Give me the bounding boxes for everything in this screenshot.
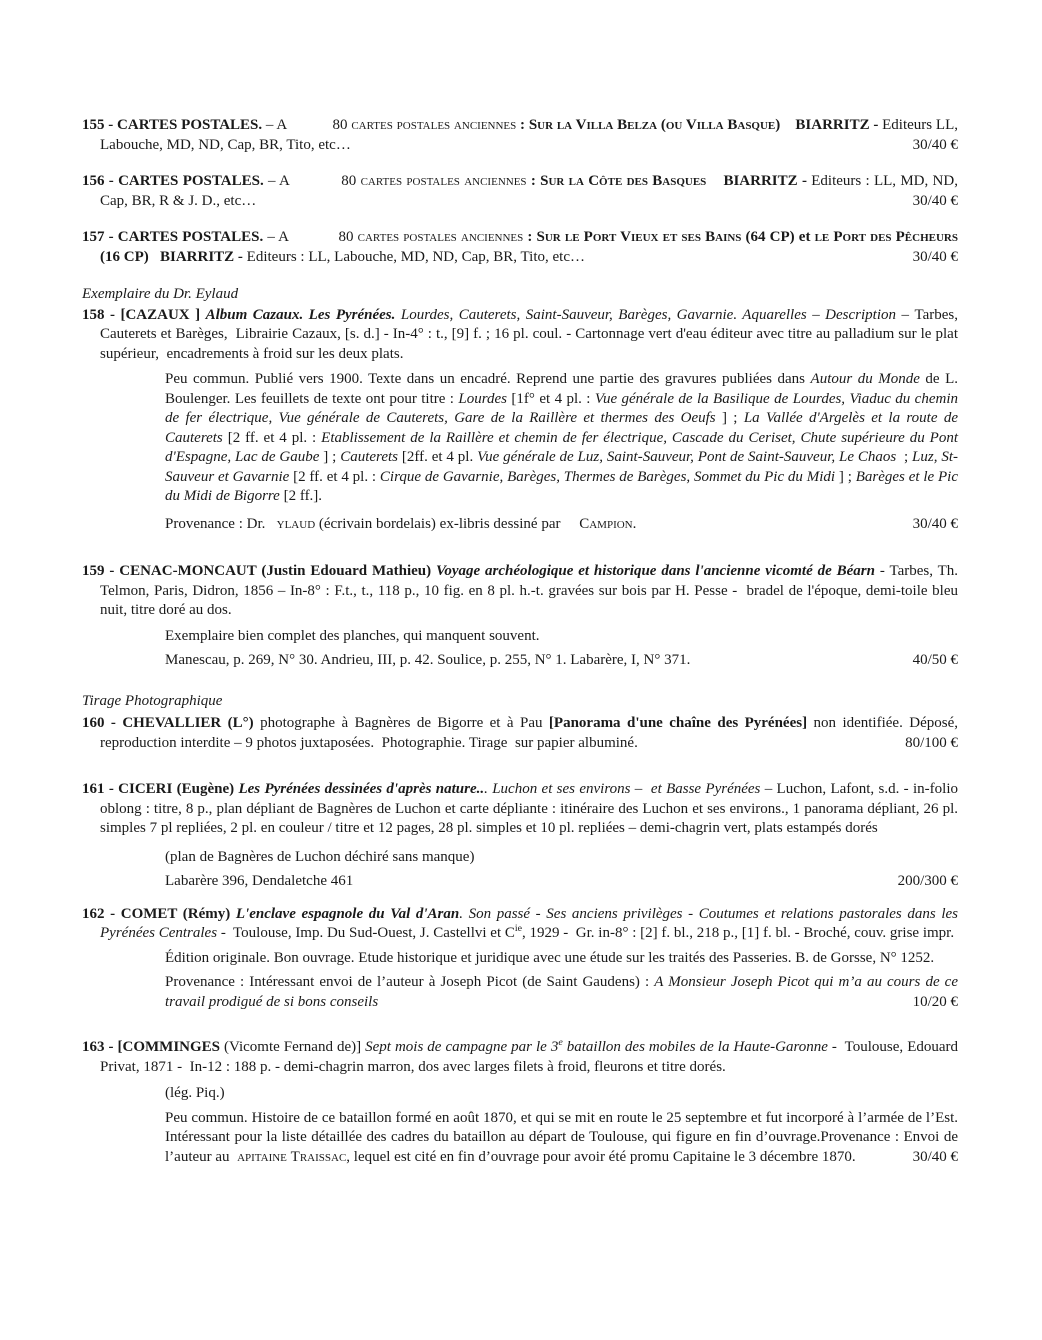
text-run: Tirage Photographique <box>82 692 223 709</box>
text-run: . <box>632 515 637 532</box>
text-run: Lourdes, Cauterets, Saint-Sauveur, Barèges, Gavarnie. Aquarelles – Description – <box>400 306 915 323</box>
price-estimate: 30/40 € <box>912 136 958 153</box>
text-run: Cauterets <box>340 449 398 465</box>
text-run: [1f° et 4 pl. : <box>507 390 595 407</box>
text-run: [2 ff. et 4 pl. : <box>289 468 380 485</box>
text-run: – A 80 <box>263 173 361 189</box>
text-run: 159 - CENAC-MONCAUT (Justin Edouard Mathieu) <box>82 563 436 579</box>
text-run: Vue générale de la Basilique de Lourdes, Viaduc du chemin de fer électrique, Vue générale de Cauterets, Gare de la Raillère et thermes des Oeufs <box>165 390 958 426</box>
text-run: ] ; <box>715 410 744 426</box>
text-run: . Son passé - Ses anciens privilèges - Coutumes et relations pastorales dans les Pyrénées Centrales <box>100 905 958 941</box>
price-estimate: 30/40 € <box>912 192 958 209</box>
text-run: . Luchon et ses environs – et Basse Pyrénées <box>484 781 761 797</box>
text-run: cartes postales anciennes <box>351 117 517 133</box>
item-160 <box>82 714 958 753</box>
text-run: Manescau, p. 269, N° 30. Andrieu, III, p. 42. Soulice, p. 255, N° 1. Labarère, I, N° 371. <box>165 652 691 668</box>
item-155 <box>82 116 958 155</box>
text-run: de L. Boulenger. Les feuillets de texte ont pour titre : <box>165 371 958 407</box>
text-run: ] ; <box>835 468 856 485</box>
text-run: cartes postales anciennes <box>360 173 527 189</box>
text-run: Lourdes <box>458 390 508 407</box>
text-run: Exemplaire bien complet des planches, qui manquent souvent. <box>165 627 540 644</box>
text-run: [Panorama d'une chaîne des Pyrénées] <box>548 715 808 731</box>
price-estimate: 80/100 € <box>905 734 958 751</box>
text-run: (lég. Piq.) <box>165 1085 225 1101</box>
text-run: Autour du Monde <box>810 371 920 387</box>
text-run: Traissac <box>290 1148 347 1165</box>
price-estimate: 30/40 € <box>912 1148 958 1165</box>
price-estimate: 200/300 € <box>897 873 958 889</box>
text-run: le Port des Pêcheurs <box>814 229 958 245</box>
text-run: e <box>558 1037 563 1048</box>
text-run: photographe à Bagnères de Bigorre et à Pau <box>260 715 549 731</box>
text-run: Editeurs : LL, Labouche, MD, ND, Cap, BR, Tito, etc… <box>246 248 585 265</box>
text-run: Editeurs : LL, MD, ND, Cap, BR, R & J. D., etc… <box>100 173 958 209</box>
item-161-note <box>165 848 958 868</box>
text-run: Labarère 396, Dendaletche 461 <box>165 873 354 889</box>
text-run: 156 - CARTES POSTALES. <box>82 173 264 189</box>
price-estimate: 30/40 € <box>912 515 958 532</box>
text-run: - Tarbes, Th. Telmon, Paris, Didron, 1856 – In-8° : F.t., t., 118 p., 10 fig. en 8 pl. h.-t. gravées sur bois par H. Pesse - bradel de l'époque, demi-toile bleu nuit, titre doré au dos. <box>100 563 958 618</box>
item-162 <box>82 905 958 944</box>
text-run: Les Pyrénées dessinées d'après nature.. <box>238 781 485 797</box>
text-run: 163 - [COMMINGES <box>82 1039 225 1055</box>
text-run: [2ff. et 4 pl. <box>397 449 478 465</box>
item-158-description <box>165 370 958 507</box>
text-run: Vue générale de Luz, Saint-Sauveur, Pont de Saint-Sauveur, Le Chaos <box>477 449 897 465</box>
text-run: L'enclave espagnole du Val d'Aran <box>235 905 460 922</box>
text-run: (plan de Bagnères de Luchon déchiré sans manque) <box>165 848 475 865</box>
item-162-provenance <box>165 973 958 1012</box>
text-run: ] ; <box>319 449 341 465</box>
text-run: A Monsieur Joseph Picot qui m’a au cours de ce travail prodigué de si bons conseils <box>165 974 958 1010</box>
text-run: : Sur la Côte des Basques <box>526 173 707 189</box>
text-run: (écrivain bordelais) ex-libris dessiné par <box>315 515 580 532</box>
item-156 <box>82 172 958 211</box>
text-run: non identifiée. Déposé, reproduction interdite – 9 photos juxtaposées. Photographie. Tirage sur papier albuminé. <box>100 715 958 751</box>
document-body <box>82 116 958 1167</box>
text-run: - Toulouse, Imp. Du Sud-Ouest, J. Castellvi et C <box>217 925 515 941</box>
item-159-references <box>165 651 958 671</box>
text-run: – A 80 <box>263 229 358 245</box>
text-run: 155 - CARTES POSTALES. <box>82 117 263 133</box>
text-run: BIARRITZ - <box>780 117 883 133</box>
text-run: Voyage archéologique et historique dans l'ancienne vicomté de Béarn <box>436 563 875 579</box>
text-run: , 1929 - Gr. in-8° : [2] f. bl., 218 p., [1] f. bl. - Broché, couv. grise impr. <box>522 925 955 941</box>
item-162-note <box>165 949 958 969</box>
text-run: Peu commun. Publié vers 1900. Texte dans un encadré. Reprend une partie des gravures publiées dans <box>165 371 811 387</box>
text-run: ylaud <box>276 515 316 532</box>
text-run: et <box>794 229 815 245</box>
heading-tirage-photographique <box>82 692 958 712</box>
price-estimate: 10/20 € <box>912 993 958 1010</box>
text-run: Album Cazaux. Les Pyrénées. <box>205 306 401 323</box>
item-158 <box>82 306 958 365</box>
item-157 <box>82 228 958 267</box>
price-estimate: 40/50 € <box>912 652 958 668</box>
text-run: Provenance : Dr. <box>165 515 277 532</box>
text-run: apitaine <box>237 1148 287 1165</box>
item-163-description <box>165 1109 958 1168</box>
item-158-provenance <box>165 515 958 535</box>
text-run: Campion <box>579 515 633 532</box>
text-run: bataillon des mobiles de la Haute-Garonne <box>562 1039 828 1055</box>
text-run: Editeurs LL, Labouche, MD, ND, Cap, BR, Tito, etc… <box>100 117 958 153</box>
price-estimate: 30/40 € <box>912 248 958 265</box>
text-run: 160 - CHEVALLIER (L°) <box>82 715 261 731</box>
text-run: Cirque de Gavarnie, Barèges, Thermes de Barèges, Sommet du Pic du Midi <box>379 468 836 485</box>
text-run: cartes postales anciennes <box>357 229 524 245</box>
item-159-note <box>165 627 958 647</box>
text-run: – Luchon, Lafont, s.d. - in-folio oblong : titre, 8 p., plan dépliant de Bagnères de Luchon et carte dépliante : itinéraire des Luchon et ses environs., 1 panorama dépliant, 26 pl. simples 7 pl repliées, 2 pl. en couleur / titre et 12 pages, 28 pl. simples et 10 pl. repliées – demi-chagrin vert, plats estampés dorés <box>100 781 958 836</box>
text-run: La Vallée d'Argelès et la route de Cauterets <box>165 410 958 446</box>
text-run: , lequel est cité en fin d’ouvrage pour avoir été promu Capitaine le 3 décembre 1870. <box>346 1148 856 1165</box>
text-run: Barèges et le Pic du Midi de Bigorre <box>165 468 958 504</box>
text-run: Luz, St-Sauveur et Gavarnie <box>165 449 959 485</box>
text-run: Tarbes, Cauterets et Barèges, Librairie Cazaux, [s. d.] - In-4° : t., [9] f. ; 16 pl. coul. - Cartonnage vert d'eau éditeur avec titre au palladium sur le plat supérieur, encadrements à froid sur les deux plats. <box>100 306 958 362</box>
text-run: Peu commun. Histoire de ce bataillon formé en août 1870, et qui se mit en route le 25 septembre et fut incorporé à l’armée de l’Est. Intéressant pour la liste détaillée des cadres du bataillon au départ de Toulouse, qui figure en fin d’ouvrage.Provenance : Envoi de l’auteur au <box>165 1109 958 1165</box>
text-run: 158 - [CAZAUX ] <box>82 306 206 323</box>
text-run: (16 CP) BIARRITZ - <box>100 248 247 265</box>
text-run: – A 80 <box>262 117 352 133</box>
text-run: Édition originale. Bon ouvrage. Etude historique et juridique avec une étude sur les traités des Passeries. B. de Gorsse, N° 1252. <box>165 949 935 966</box>
item-163 <box>82 1038 958 1077</box>
text-run: ; <box>896 449 913 465</box>
heading-exemplaire-eylaud <box>82 285 958 305</box>
text-run: [2 ff. et 4 pl. : <box>222 429 322 446</box>
item-161 <box>82 780 958 839</box>
item-163-condition <box>165 1084 958 1104</box>
text-run: Provenance : Intéressant envoi de l’auteur à Joseph Picot (de Saint Gaudens) : <box>165 974 655 990</box>
text-run: : Sur le Port Vieux et ses Bains (64 CP) <box>523 229 795 245</box>
text-run: : Sur la Villa Belza (ou Villa Basque) <box>516 117 781 133</box>
text-run: 162 - COMET (Rémy) <box>82 905 236 922</box>
text-run: [2 ff.]. <box>279 488 323 504</box>
text-run: 161 - CICERI (Eugène) <box>82 781 239 797</box>
text-run: Sept mois de campagne par le 3 <box>365 1039 559 1055</box>
text-run: - Toulouse, Edouard Privat, 1871 - In-12 : 188 p. - demi-chagrin marron, dos avec larges filets à froid, fleurons et titre dorés. <box>100 1039 959 1075</box>
item-159 <box>82 562 958 621</box>
text-run: Etablissement de la Raillère et chemin de fer électrique, Cascade du Ceriset, Chute supérieure du Pont d'Espagne, Lac de Gaube <box>165 429 958 465</box>
text-run: Exemplaire du Dr. Eylaud <box>82 286 239 302</box>
text-run: (Vicomte Fernand de)] <box>224 1039 366 1055</box>
item-161-references <box>165 872 958 892</box>
text-run: BIARRITZ - <box>706 173 812 189</box>
text-run: 157 - CARTES POSTALES. <box>82 229 264 245</box>
text-run: ie <box>514 923 523 934</box>
